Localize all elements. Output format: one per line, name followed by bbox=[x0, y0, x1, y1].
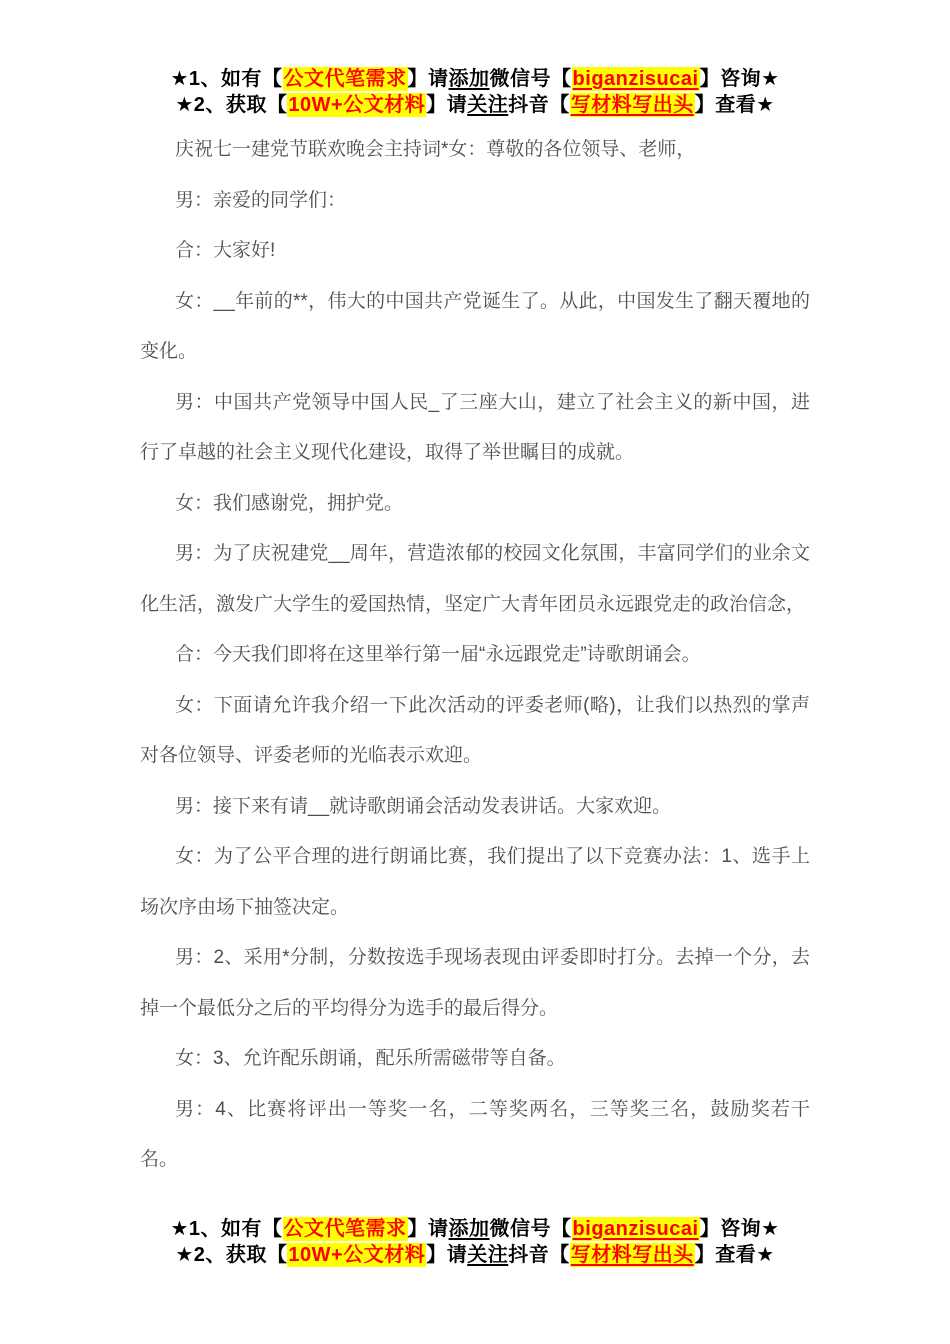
promo-banner-bottom bbox=[140, 1216, 810, 1268]
promo-segment-mark-underline: 写材料写出头 bbox=[570, 1243, 694, 1266]
promo-segment-mark: 公文代笔需求 bbox=[283, 1217, 407, 1240]
paragraph-11: 女：为了公平合理的进行朗诵比赛，我们提出了以下竞赛办法：1、选手上场次序由场下抽签决定。 bbox=[140, 846, 810, 918]
promo-segment-plain: 微信号【 bbox=[489, 68, 572, 90]
promo-segment-plain: 】请 bbox=[426, 1243, 468, 1266]
promo-segment-underline: 添加 bbox=[448, 1217, 490, 1240]
paragraph-13: 女：3、允许配乐朗诵，配乐所需磁带等自备。 bbox=[175, 1048, 566, 1069]
paragraph-4: 女：__年前的**，伟大的中国共产党诞生了。从此，中国发生了翻天覆地的变化。 bbox=[140, 290, 810, 362]
promo-segment-plain: 抖音【 bbox=[508, 94, 570, 116]
promo-segment-plain: 】咨询★ bbox=[699, 68, 780, 90]
promo-segment-plain: 微信号【 bbox=[489, 1217, 572, 1240]
promo-segment-mark: 公文代笔需求 bbox=[283, 68, 407, 90]
promo-line-2 bbox=[140, 1242, 810, 1268]
promo-segment-mark-underline: biganzisucai bbox=[572, 68, 699, 90]
promo-segment-plain: 】咨询★ bbox=[699, 1217, 780, 1240]
promo-segment-plain: 】查看★ bbox=[694, 94, 775, 116]
promo-segment-underline: 关注 bbox=[467, 1243, 509, 1266]
paragraph-6: 女：我们感谢党，拥护党。 bbox=[175, 492, 404, 514]
paragraph-1: 庆祝七一建党节联欢晚会主持词*女：尊敬的各位领导、老师， bbox=[175, 139, 696, 160]
promo-segment-plain: 】请 bbox=[407, 1217, 449, 1240]
promo-line-1 bbox=[140, 66, 810, 92]
promo-segment-plain: ★1、如有【 bbox=[170, 68, 283, 90]
promo-segment-mark: 10W+公文材料 bbox=[288, 94, 426, 116]
paragraph-9: 女：下面请允许我介绍一下此次活动的评委老师(略)，让我们以热烈的掌声对各位领导、评委老师的光临表示欢迎。 bbox=[140, 694, 810, 766]
paragraph-3: 合：大家好! bbox=[175, 240, 276, 261]
paragraph-2: 男：亲爱的同学们： bbox=[175, 189, 347, 211]
promo-segment-plain: 抖音【 bbox=[508, 1243, 570, 1266]
promo-segment-plain: 】请 bbox=[407, 68, 449, 90]
document-body bbox=[140, 125, 810, 1186]
promo-segment-plain: ★2、获取【 bbox=[175, 1243, 288, 1266]
promo-segment-mark-underline: 写材料写出头 bbox=[570, 94, 694, 116]
promo-segment-underline: 添加 bbox=[448, 68, 490, 90]
paragraph-5: 男：中国共产党领导中国人民_了三座大山，建立了社会主义的新中国，进行了卓越的社会主义现代化建设，取得了举世瞩目的成就。 bbox=[140, 391, 810, 463]
promo-segment-mark-underline: biganzisucai bbox=[572, 1217, 699, 1240]
paragraph-8: 合：今天我们即将在这里举行第一届“永远跟党走”诗歌朗诵会。 bbox=[175, 644, 701, 665]
promo-segment-plain: 】请 bbox=[426, 94, 468, 116]
paragraph-10: 男：接下来有请__就诗歌朗诵会活动发表讲话。大家欢迎。 bbox=[175, 795, 672, 817]
paragraph-7: 男：为了庆祝建党__周年，营造浓郁的校园文化氛围，丰富同学们的业余文化生活，激发广大学生的爱国热情，坚定广大青年团员永远跟党走的政治信念， bbox=[140, 543, 810, 615]
promo-segment-plain: ★1、如有【 bbox=[170, 1217, 283, 1240]
promo-line-1 bbox=[140, 1216, 810, 1242]
paragraph-14: 男：4、比赛将评出一等奖一名，二等奖两名，三等奖三名，鼓励奖若干名。 bbox=[140, 1098, 810, 1170]
promo-banner-top bbox=[140, 66, 810, 118]
promo-segment-mark: 10W+公文材料 bbox=[288, 1243, 426, 1266]
paragraph-12: 男：2、采用*分制，分数按选手现场表现由评委即时打分。去掉一个分，去掉一个最低分之后的平均得分为选手的最后得分。 bbox=[140, 947, 810, 1019]
promo-segment-plain: ★2、获取【 bbox=[175, 94, 288, 116]
promo-segment-underline: 关注 bbox=[467, 94, 509, 116]
promo-line-2 bbox=[140, 92, 810, 118]
promo-segment-plain: 】查看★ bbox=[694, 1243, 775, 1266]
